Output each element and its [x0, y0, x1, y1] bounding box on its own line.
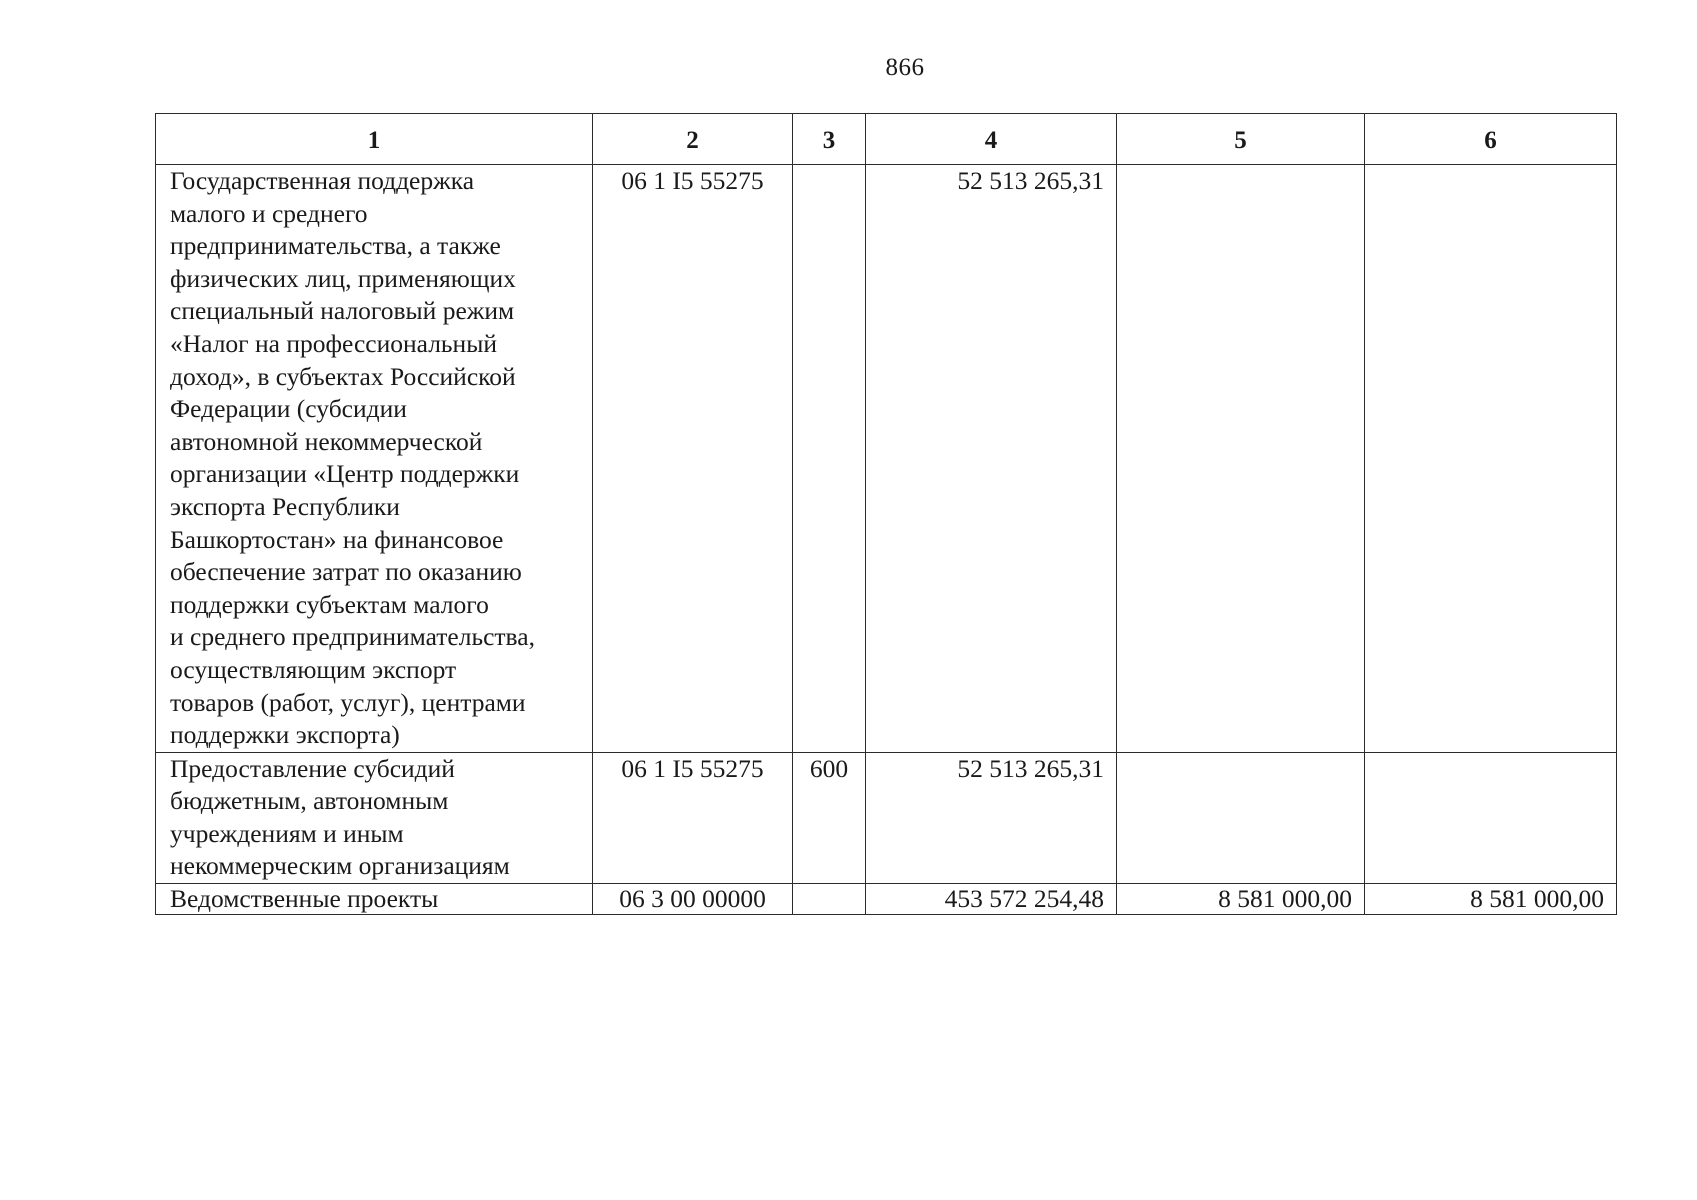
row-name-cell: [156, 884, 593, 915]
row-name-line: Ведомственные проекты: [170, 884, 439, 914]
row-code-cell: 06 1 I5 55275: [593, 165, 793, 753]
column-header-4: 4: [866, 114, 1117, 165]
row-name-line: и среднего предпринимательства,: [170, 622, 535, 652]
row-name-line: специальный налоговый режим: [170, 296, 515, 326]
row-name-line: автономной некоммерческой: [170, 426, 483, 456]
row-amount-col5: [1117, 752, 1365, 883]
row-code-cell: 06 3 00 00000: [593, 884, 793, 915]
table-row: [156, 884, 1617, 915]
page-number: 866: [885, 54, 925, 81]
budget-table: [155, 113, 1617, 915]
row-name-line: Предоставление субсидий: [170, 753, 455, 783]
row-name-line: Башкортостан» на финансовое: [170, 524, 504, 554]
row-name-line: учреждениям и иным: [170, 818, 404, 848]
row-name-line: организации «Центр поддержки: [170, 459, 520, 489]
row-name-line: некоммерческим организациям: [170, 851, 510, 881]
row-name-line: Государственная поддержка: [170, 166, 475, 195]
row-amount-col5: [1117, 165, 1365, 753]
row-name-line: обеспечение затрат по оказанию: [170, 557, 522, 587]
table-row: [156, 752, 1617, 883]
column-header-1: 1: [156, 114, 593, 165]
row-amount-col6: [1365, 165, 1617, 753]
row-code-cell: 06 1 I5 55275: [593, 752, 793, 883]
row-name-line: осуществляющим экспорт: [170, 654, 457, 684]
row-name-line: доход», в субъектах Российской: [170, 361, 516, 391]
column-header-6: 6: [1365, 114, 1617, 165]
table-header-row: [156, 114, 1617, 165]
row-name-cell: [156, 165, 593, 753]
column-header-3: 3: [793, 114, 866, 165]
table-row: [156, 165, 1617, 753]
row-name-line: предпринимательства, а также: [170, 231, 501, 261]
row-type-cell: [793, 165, 866, 753]
row-name-line: поддержки субъектам малого: [170, 589, 489, 619]
row-name-line: малого и среднего: [170, 198, 368, 228]
row-amount-col6: 8 581 000,00: [1365, 884, 1617, 915]
row-amount-col6: [1365, 752, 1617, 883]
row-type-cell: 600: [793, 752, 866, 883]
column-header-5: 5: [1117, 114, 1365, 165]
row-name-line: бюджетным, автономным: [170, 786, 449, 816]
row-name-line: поддержки экспорта): [170, 720, 400, 750]
row-amount-col4: 52 513 265,31: [866, 752, 1117, 883]
row-name-line: товаров (работ, услуг), центрами: [170, 687, 526, 717]
row-name-line: Федерации (субсидии: [170, 394, 407, 424]
row-amount-col5: 8 581 000,00: [1117, 884, 1365, 915]
column-header-2: 2: [593, 114, 793, 165]
row-name-line: физических лиц, применяющих: [170, 263, 516, 293]
row-name-line: «Налог на профессиональный: [170, 328, 497, 358]
row-name-cell: [156, 752, 593, 883]
row-amount-col4: 52 513 265,31: [866, 165, 1117, 753]
row-amount-col4: 453 572 254,48: [866, 884, 1117, 915]
row-name-line: экспорта Республики: [170, 491, 400, 521]
row-type-cell: [793, 884, 866, 915]
